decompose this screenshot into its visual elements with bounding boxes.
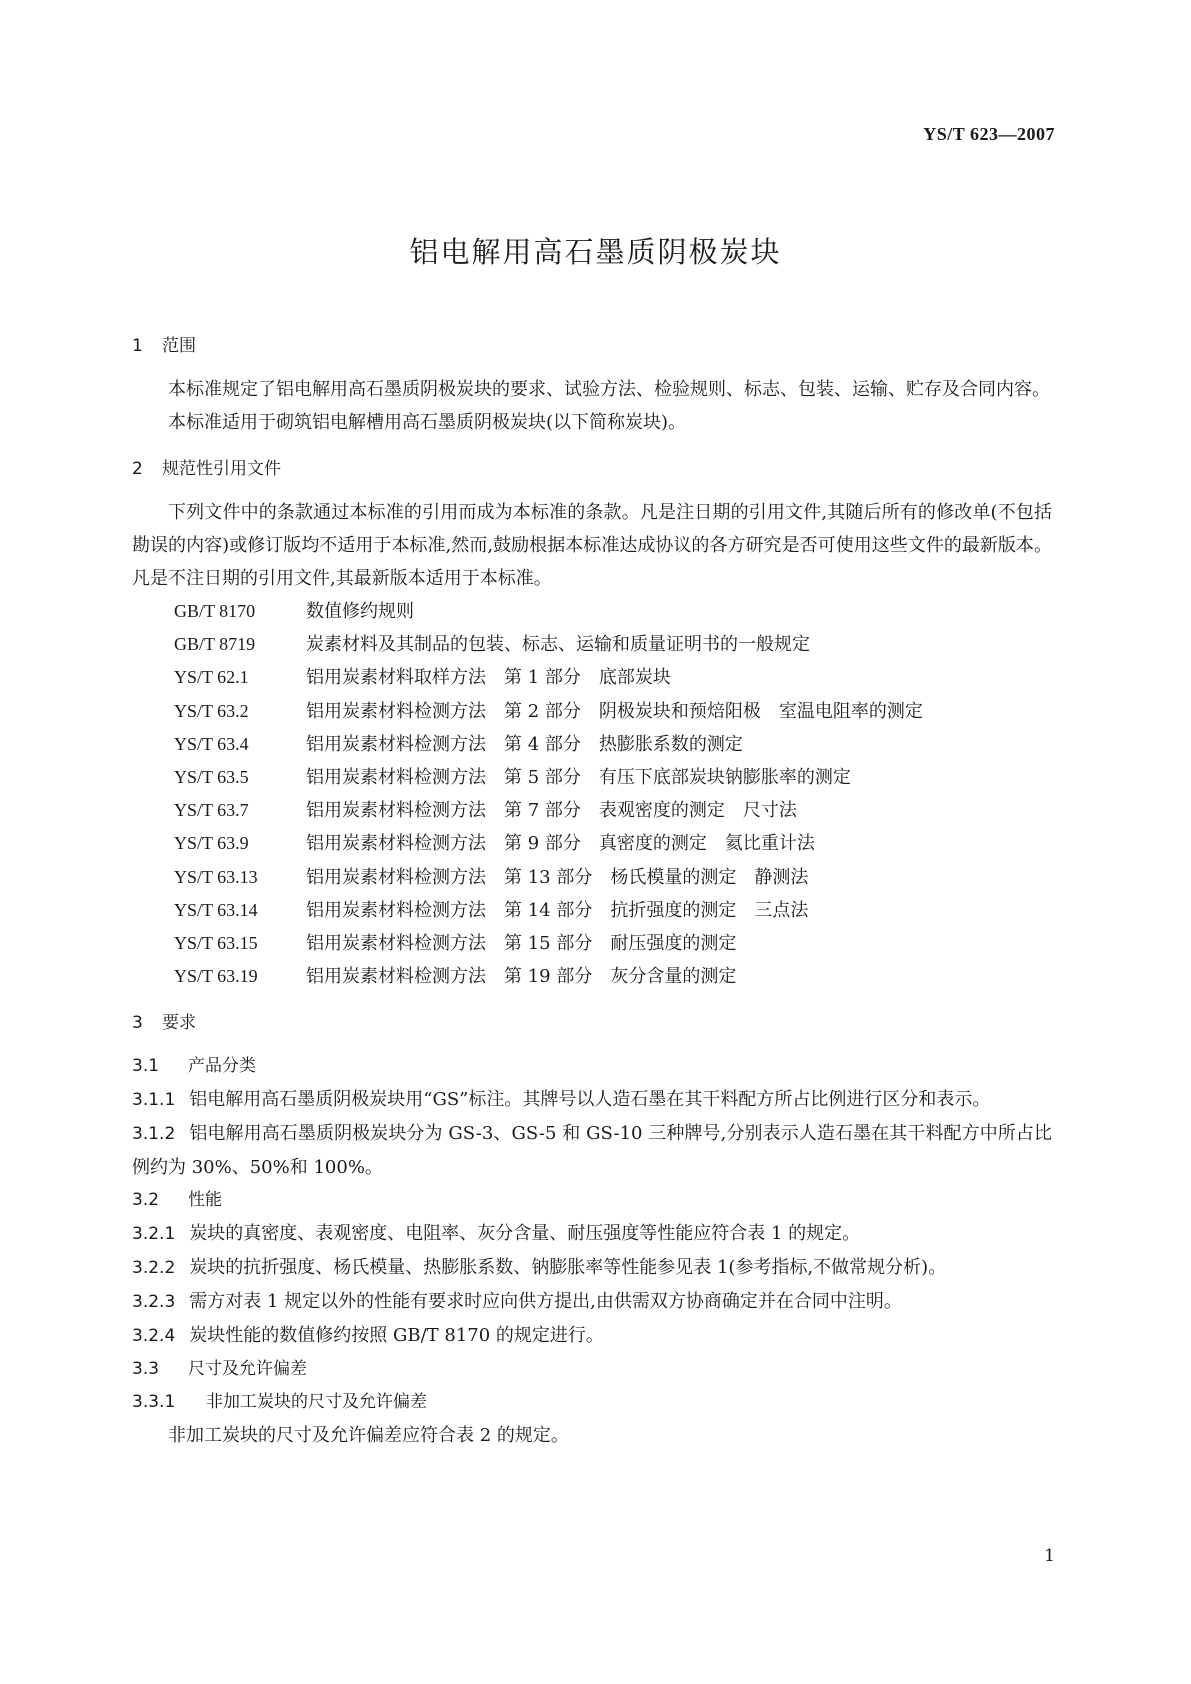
clause-3-2-2: 3.2.2 炭块的抗折强度、杨氏模量、热膨胀系数、钠膨胀率等性能参见表 1(参考指标,不做常规分析)。: [132, 1257, 947, 1279]
subsection-3-2-heading: 3.2 性能: [132, 1190, 222, 1211]
document-body: [132, 330, 1052, 1452]
clause-3-3-1-paragraph: 非加工炭块的尺寸及允许偏差应符合表 2 的规定。: [168, 1425, 569, 1447]
section-number: 1: [132, 336, 143, 356]
section-3-heading: [132, 1007, 1052, 1040]
section-number: 2: [132, 459, 143, 479]
section-2-heading: [132, 453, 1052, 486]
clause-3-1-1: 3.1.1 铝电解用高石墨质阴极炭块用“GS”标注。其牌号以人造石墨在其干料配方所占比例进行区分和表示。: [132, 1089, 991, 1111]
standard-code: YS/T 623—2007: [923, 124, 1055, 144]
reference-item: YS/T 63.14 铝用炭素材料检测方法 第 14 部分 抗折强度的测定 三点法: [174, 899, 809, 921]
reference-item: YS/T 63.9 铝用炭素材料检测方法 第 9 部分 真密度的测定 氦比重计法: [174, 833, 815, 855]
reference-item: GB/T 8719 炭素材料及其制品的包装、标志、运输和质量证明书的一般规定: [174, 634, 810, 656]
clause-3-2-1: 3.2.1 炭块的真密度、表观密度、电阻率、灰分含量、耐压强度等性能应符合表 1 的规定。: [132, 1223, 861, 1245]
document-title: 铝电解用高石墨质阴极炭块: [409, 235, 782, 269]
normative-references-intro: 下列文件中的条款通过本标准的引用而成为本标准的条款。凡是注日期的引用文件,其随后所有的修改单(不包括勘误的内容)或修订版均不适用于本标准,然而,鼓励根据本标准达成协议的各方研究是否可使用这些文件的最新版本。凡是不注日期的引用文件,其最新版本适用于本标准。: [132, 502, 1052, 589]
reference-list: [132, 595, 1052, 993]
section-title: 规范性引用文件: [162, 459, 281, 479]
reference-item: GB/T 8170 数值修约规则: [174, 601, 414, 622]
scope-paragraph-1: 本标准规定了铝电解用高石墨质阴极炭块的要求、试验方法、检验规则、标志、包装、运输、贮存及合同内容。: [168, 379, 1050, 400]
subsection-3-1-heading: 3.1 产品分类: [132, 1056, 256, 1077]
reference-item: YS/T 63.19 铝用炭素材料检测方法 第 19 部分 灰分含量的测定: [174, 966, 737, 988]
reference-item: YS/T 63.2 铝用炭素材料检测方法 第 2 部分 阴极炭块和预焙阳极 室温电阻率的测定: [174, 700, 923, 722]
reference-item: YS/T 63.5 铝用炭素材料检测方法 第 5 部分 有压下底部炭块钠膨胀率的测定: [174, 767, 851, 789]
section-number: 3: [132, 1013, 143, 1034]
section-title: 范围: [162, 336, 196, 356]
reference-item: YS/T 62.1 铝用炭素材料取样方法 第 1 部分 底部炭块: [174, 667, 671, 689]
section-1-heading: [132, 330, 1052, 363]
clause-3-1-2: 3.1.2 铝电解用高石墨质阴极炭块分为 GS-3、GS-5 和 GS-10 三种牌号,分别表示人造石墨在其干料配方中所占比例约为 30%、50%和 100%。: [132, 1123, 1052, 1179]
clause-3-2-4: 3.2.4 炭块性能的数值修约按照 GB/T 8170 的规定进行。: [132, 1325, 604, 1347]
reference-item: YS/T 63.7 铝用炭素材料检测方法 第 7 部分 表观密度的测定 尺寸法: [174, 800, 797, 822]
page-number: 1: [1044, 1546, 1055, 1566]
subsection-3-3-heading: 3.3 尺寸及允许偏差: [132, 1359, 307, 1380]
reference-item: YS/T 63.4 铝用炭素材料检测方法 第 4 部分 热膨胀系数的测定: [174, 733, 743, 755]
reference-item: YS/T 63.15 铝用炭素材料检测方法 第 15 部分 耐压强度的测定: [174, 933, 737, 955]
scope-paragraph-2: 本标准适用于砌筑铝电解槽用高石墨质阴极炭块(以下简称炭块)。: [168, 412, 687, 433]
clause-3-2-3: 3.2.3 需方对表 1 规定以外的性能有要求时应向供方提出,由供需双方协商确定并在合同中注明。: [132, 1291, 902, 1313]
subsection-3-3-1-heading: 3.3.1 非加工炭块的尺寸及允许偏差: [132, 1392, 427, 1413]
reference-item: YS/T 63.13 铝用炭素材料检测方法 第 13 部分 杨氏模量的测定 静测法: [174, 866, 809, 888]
section-title: 要求: [162, 1013, 196, 1034]
